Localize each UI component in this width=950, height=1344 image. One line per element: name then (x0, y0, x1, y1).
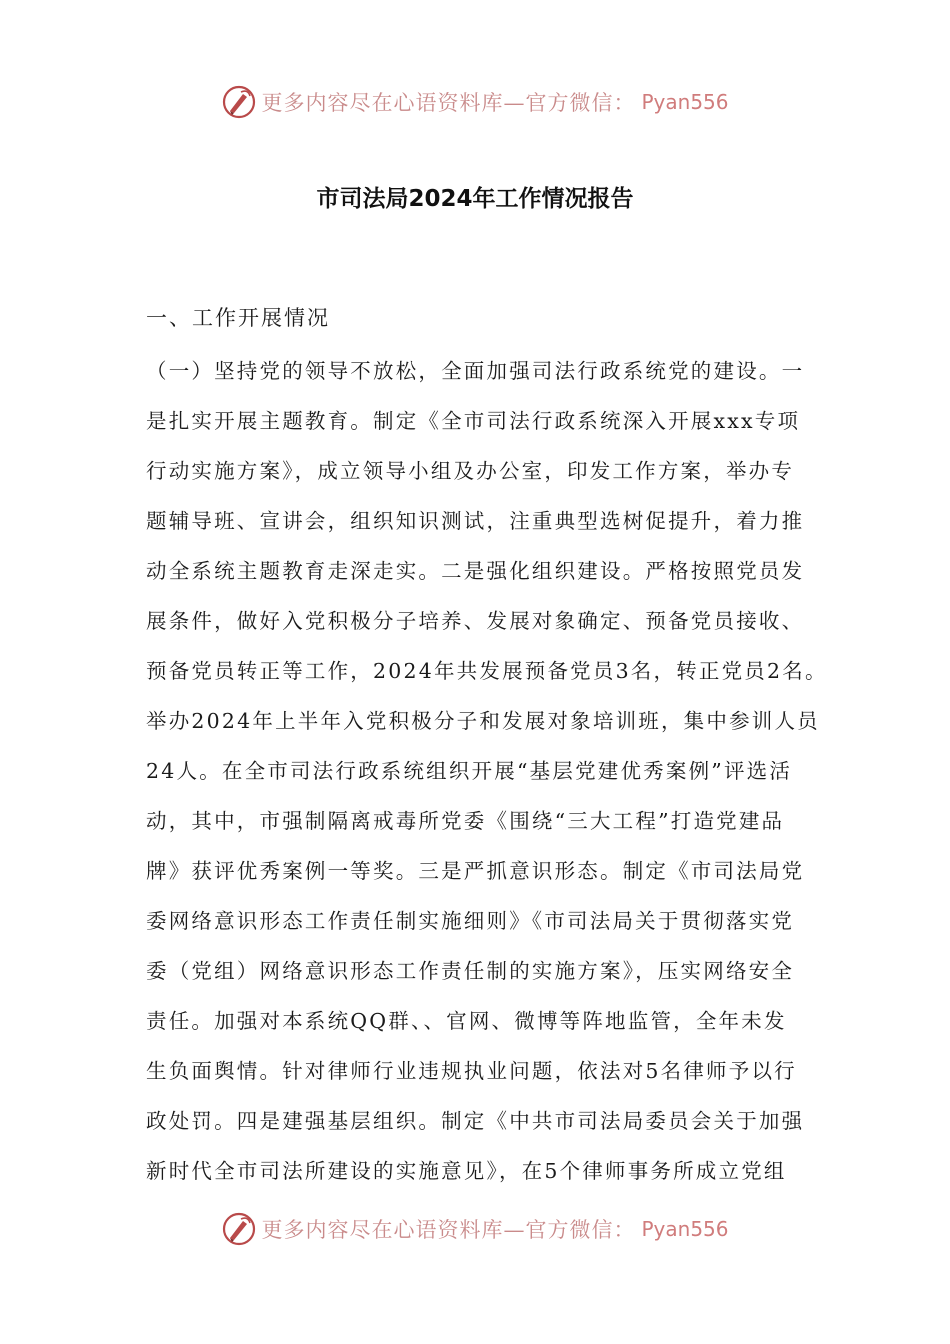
body-line: 责任。加强对本系统QQ群、、官网、微博等阵地监管，全年未发 (146, 1009, 787, 1033)
pen-logo-icon (221, 1211, 257, 1247)
watermark-text: 更多内容尽在心语资料库—官方微信： (261, 91, 636, 115)
watermark-footer (0, 1211, 950, 1247)
body-paragraph (146, 346, 826, 1196)
body-line: 是扎实开展主题教育。制定《全市司法行政系统深入开展xxx专项 (146, 409, 801, 433)
body-line: 动全系统主题教育走深走实。二是强化组织建设。严格按照党员发 (146, 559, 805, 583)
body-line: 生负面舆情。针对律师行业违规执业问题，依法对5名律师予以行 (146, 1059, 797, 1083)
body-line: 牌》获评优秀案例一等奖。三是严抓意识形态。制定《市司法局党 (146, 859, 805, 883)
body-line: 行动实施方案》，成立领导小组及办公室，印发工作方案，举办专 (146, 459, 795, 483)
body-line: 举办2024年上半年入党积极分子和发展对象培训班，集中参训人员 (146, 709, 820, 733)
body-line: 24人。在全市司法行政系统组织开展“基层党建优秀案例”评选活 (146, 759, 793, 783)
watermark-wechat-id: Pyan556 (641, 1217, 729, 1241)
body-line: 展条件，做好入党积极分子培养、发展对象确定、预备党员接收、 (146, 609, 805, 633)
body-line: 题辅导班、宣讲会，组织知识测试，注重典型选树促提升，着力推 (146, 509, 805, 533)
body-line: 新时代全市司法所建设的实施意见》，在5个律师事务所成立党组 (146, 1159, 787, 1183)
pen-logo-icon (221, 84, 257, 120)
watermark-header (0, 84, 950, 120)
watermark-text: 更多内容尽在心语资料库—官方微信： (261, 1218, 636, 1242)
body-line: 委网络意识形态工作责任制实施细则》《市司法局关于贯彻落实党 (146, 909, 795, 933)
section-heading: 一、工作开展情况 (146, 306, 330, 330)
document-title: 市司法局2024年工作情况报告 (316, 186, 634, 212)
body-line: 委（党组）网络意识形态工作责任制的实施方案》，压实网络安全 (146, 959, 795, 983)
body-line: 预备党员转正等工作，2024年共发展预备党员3名，转正党员2名。 (146, 659, 828, 683)
body-line: （一）坚持党的领导不放松，全面加强司法行政系统党的建设。一 (146, 359, 805, 383)
watermark-wechat-id: Pyan556 (641, 90, 729, 114)
body-line: 动，其中，市强制隔离戒毒所党委《围绕“三大工程”打造党建品 (146, 809, 785, 833)
body-line: 政处罚。四是建强基层组织。制定《中共市司法局委员会关于加强 (146, 1109, 805, 1133)
